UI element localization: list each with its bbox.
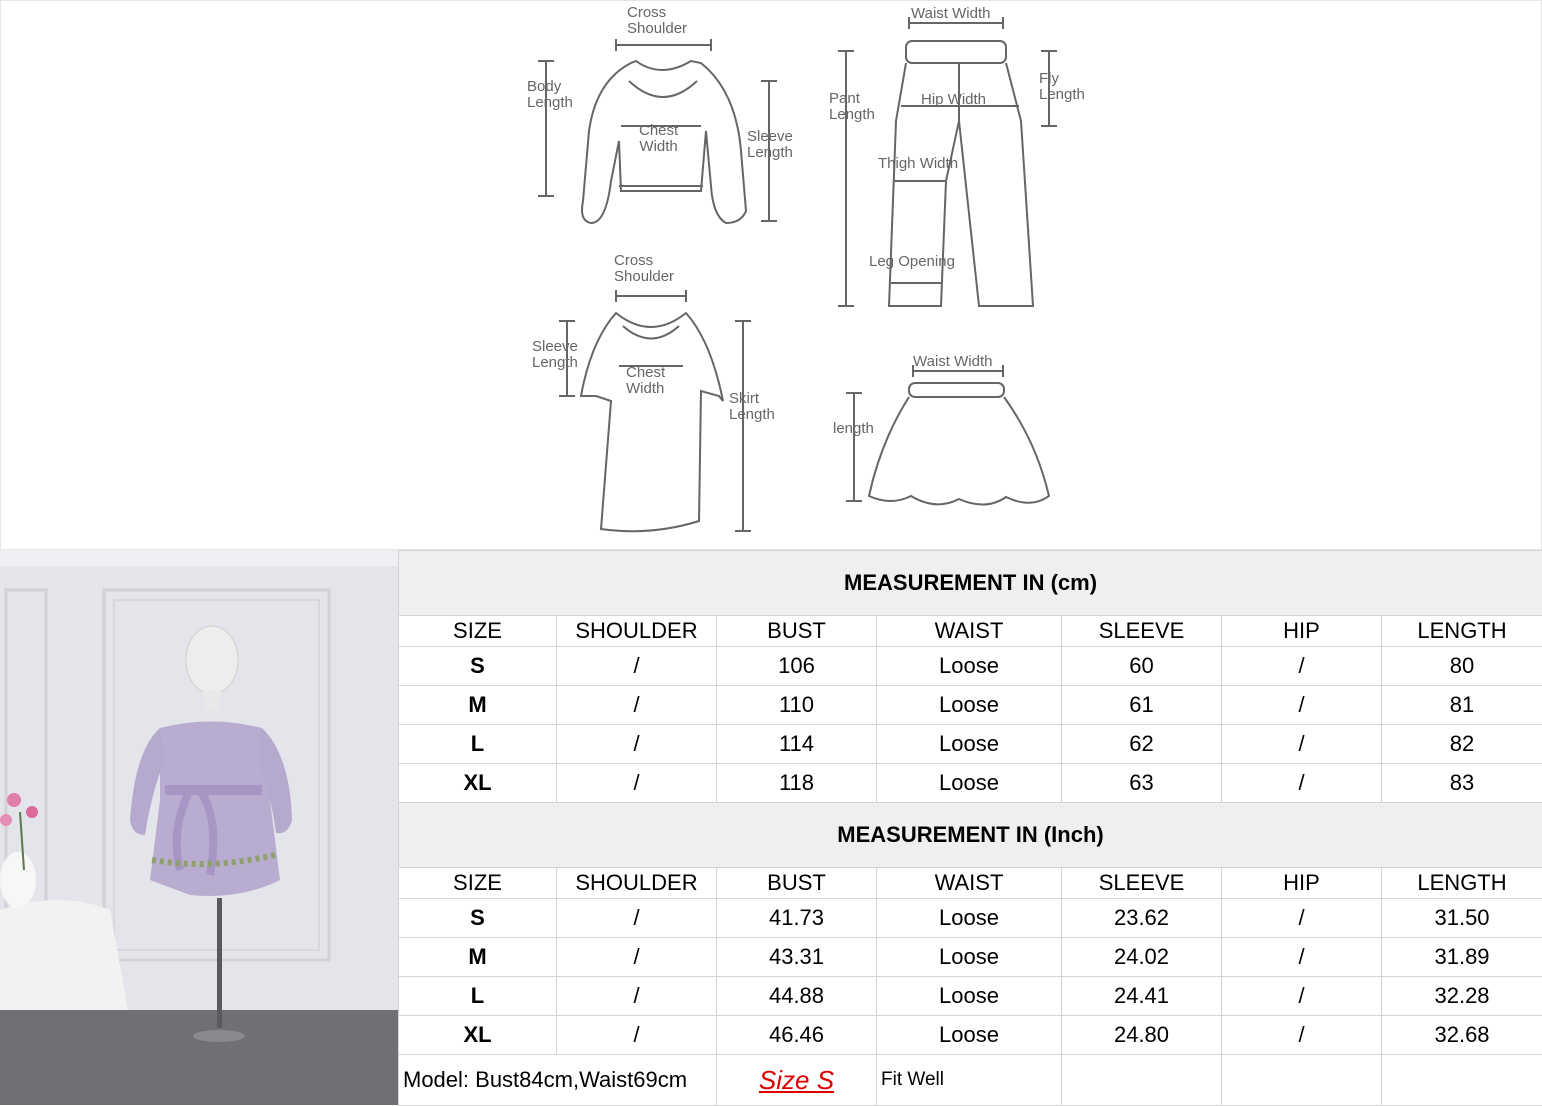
mannequin-illustration	[0, 550, 398, 1105]
dress-skirt-length-label: Skirt Length	[729, 391, 775, 423]
table-cell: Loose	[877, 1016, 1062, 1055]
dress-diagram	[559, 290, 751, 531]
pants-hip-width-label: Hip Width	[921, 91, 986, 108]
measurement-table	[398, 550, 1542, 1106]
table-cell: Loose	[877, 764, 1062, 803]
table-cell: 44.88	[717, 977, 877, 1016]
table-cell: 81	[1382, 686, 1542, 725]
inch-header-row	[399, 868, 1542, 899]
size-cell: XL	[399, 764, 557, 803]
table-cell: /	[1222, 977, 1382, 1016]
size-cell: XL	[399, 1016, 557, 1055]
table-cell: /	[557, 938, 717, 977]
model-measurements: Model: Bust84cm,Waist69cm	[399, 1055, 717, 1106]
table-cell: 41.73	[717, 899, 877, 938]
size-cell: M	[399, 938, 557, 977]
column-header: WAIST	[877, 868, 1062, 899]
table-cell: 83	[1382, 764, 1542, 803]
pants-length-label: Pant Length	[829, 91, 875, 123]
table-cell: 106	[717, 647, 877, 686]
size-cell: L	[399, 977, 557, 1016]
table-row	[399, 764, 1542, 803]
model-info-row	[399, 1055, 1542, 1106]
table-cell: /	[557, 977, 717, 1016]
skirt-waist-width-label: Waist Width	[913, 353, 992, 370]
table-cell: 82	[1382, 725, 1542, 764]
table-cell: /	[1222, 686, 1382, 725]
column-header: BUST	[717, 616, 877, 647]
table-cell: 24.80	[1062, 1016, 1222, 1055]
garment-diagrams	[1, 1, 1542, 551]
fit-note: Fit Well	[877, 1055, 1062, 1106]
cm-title-row	[399, 551, 1542, 616]
size-diagram	[0, 0, 1542, 550]
column-header: LENGTH	[1382, 868, 1542, 899]
table-row	[399, 686, 1542, 725]
size-cell: S	[399, 899, 557, 938]
inch-title-row	[399, 803, 1542, 868]
table-cell: /	[1222, 899, 1382, 938]
skirt-length-label: length	[833, 420, 874, 437]
product-photo	[0, 550, 398, 1105]
table-row	[399, 899, 1542, 938]
table-cell: 63	[1062, 764, 1222, 803]
table-cell: /	[557, 725, 717, 764]
table-row	[399, 725, 1542, 764]
column-header: BUST	[717, 868, 877, 899]
table-cell: Loose	[877, 725, 1062, 764]
table-row	[399, 647, 1542, 686]
table-cell: /	[557, 899, 717, 938]
column-header: SHOULDER	[557, 616, 717, 647]
table-row	[399, 977, 1542, 1016]
cm-header-row	[399, 616, 1542, 647]
column-header: SLEEVE	[1062, 868, 1222, 899]
column-header: SHOULDER	[557, 868, 717, 899]
table-cell: Loose	[877, 899, 1062, 938]
column-header: SIZE	[399, 868, 557, 899]
table-cell: /	[1222, 725, 1382, 764]
empty-cell	[1222, 1055, 1382, 1106]
pants-thigh-width-label: Thigh Width	[878, 155, 958, 172]
dress-sleeve-length-label: Sleeve Length	[532, 339, 578, 371]
table-cell: Loose	[877, 977, 1062, 1016]
column-header: SLEEVE	[1062, 616, 1222, 647]
size-cell: L	[399, 725, 557, 764]
empty-cell	[1062, 1055, 1222, 1106]
table-cell: 23.62	[1062, 899, 1222, 938]
skirt-diagram	[846, 365, 1049, 505]
table-cell: 114	[717, 725, 877, 764]
table-cell: 43.31	[717, 938, 877, 977]
table-cell: 24.02	[1062, 938, 1222, 977]
column-header: HIP	[1222, 616, 1382, 647]
table-cell: /	[557, 1016, 717, 1055]
table-cell: 60	[1062, 647, 1222, 686]
table-cell: Loose	[877, 938, 1062, 977]
inch-table-title: MEASUREMENT IN (Inch)	[399, 803, 1542, 868]
table-cell: 62	[1062, 725, 1222, 764]
table-cell: 31.89	[1382, 938, 1542, 977]
table-cell: /	[1222, 647, 1382, 686]
measurement-tables	[398, 550, 1542, 1105]
column-header: HIP	[1222, 868, 1382, 899]
table-cell: 118	[717, 764, 877, 803]
size-cell: M	[399, 686, 557, 725]
table-cell: /	[557, 686, 717, 725]
column-header: LENGTH	[1382, 616, 1542, 647]
table-cell: 31.50	[1382, 899, 1542, 938]
top-body-length-label: Body Length	[527, 79, 573, 111]
table-cell: /	[557, 647, 717, 686]
pants-fly-length-label: Fly Length	[1039, 71, 1085, 103]
table-cell: 32.28	[1382, 977, 1542, 1016]
table-cell: Loose	[877, 686, 1062, 725]
pants-waist-width-label: Waist Width	[911, 5, 990, 22]
table-row	[399, 1016, 1542, 1055]
table-cell: /	[1222, 938, 1382, 977]
empty-cell	[1382, 1055, 1542, 1106]
table-row	[399, 938, 1542, 977]
table-cell: /	[1222, 1016, 1382, 1055]
dress-chest-width-label: Chest Width	[626, 365, 665, 397]
top-chest-width-label: Chest Width	[639, 123, 678, 155]
cm-table-title: MEASUREMENT IN (cm)	[399, 551, 1542, 616]
pants-leg-opening-label: Leg Opening	[869, 253, 955, 270]
table-cell: 32.68	[1382, 1016, 1542, 1055]
table-cell: /	[1222, 764, 1382, 803]
size-cell: S	[399, 647, 557, 686]
column-header: WAIST	[877, 616, 1062, 647]
column-header: SIZE	[399, 616, 557, 647]
table-cell: 110	[717, 686, 877, 725]
table-cell: 24.41	[1062, 977, 1222, 1016]
top-sleeve-length-label: Sleeve Length	[747, 129, 793, 161]
table-cell: /	[557, 764, 717, 803]
model-size-cell	[717, 1055, 877, 1106]
table-cell: 46.46	[717, 1016, 877, 1055]
dress-cross-shoulder-label: Cross Shoulder	[614, 253, 674, 285]
top-cross-shoulder-label: Cross Shoulder	[627, 5, 687, 37]
table-cell: 61	[1062, 686, 1222, 725]
table-cell: Loose	[877, 647, 1062, 686]
model-size: Size S	[759, 1065, 834, 1095]
table-cell: 80	[1382, 647, 1542, 686]
